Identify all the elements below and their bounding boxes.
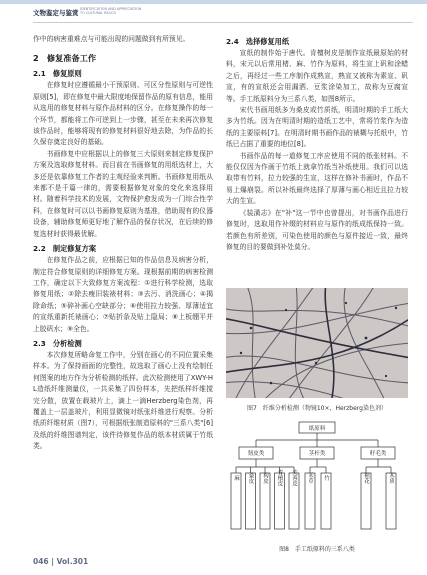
tree-level2-label-7: 竹	[323, 475, 329, 481]
intro-paragraph: 作中的病害重难点与可能出现的问题做到有所预见。	[33, 35, 190, 43]
paragraph-2-4-a: 宣纸的制作始于唐代。肯檀树皮是制作宣纸最原始的材料，宋元以后常用楮、麻、竹作为原料，将生宣上矾和涂蜡之后，再经过一些工序制作成熟宣，熟宣又被称为素宣、矾宣，有的宣纸还会用漏洒、豆浆涂染加工，故称为豆腐宣等。手工纸原料分为三系八类，如图8所示。	[226, 49, 408, 103]
section-heading-2-2: 2.2 制定修复方案	[33, 244, 97, 254]
tree-level2-label-2: 桑皮	[247, 472, 254, 484]
header-rule	[33, 22, 413, 23]
raw-material-tree-diagram	[226, 420, 408, 540]
paragraph-2-1-b: 书画修复中应根据以上的修复三大原则来制定修复保护方案及选取修复材料。而目前在书画修复的用纸选材上，大多还是依靠修复工作者的主观经验来判断。书画修复用纸从来都不是千篇一律的，需要根据修复对象的变化来选择用材。随着科学技术的发展，文物保护愈发成为一门综合性学科，在修复时可以以书画修复原则为基准，借助现有的仪器设备，辅助修复师更好地了解作品的保存状况，在后续的修复选材时获得最优解。	[33, 149, 213, 238]
tree-level2-label-5: 芙蓉皮	[291, 469, 297, 487]
tree-level2-label-8: 棉花	[363, 472, 369, 484]
section-heading-2-3: 2.3 分析检测	[33, 338, 82, 348]
right-column	[226, 36, 408, 253]
tree-level2-box-7	[321, 473, 331, 529]
fiber-micrograph-image	[226, 288, 408, 398]
section-heading-2: 2 修复准备工作	[33, 53, 97, 64]
figure-7-caption: 图7 纤维分析检测（物镜10×，Herzberg染色剂）	[247, 405, 387, 412]
paragraph-2-2: 在修复作品之前，应根据已知的作品信息及病害分析，制定符合修复原则的详细修复方案。现根据前期的病害检测工作，确定以下大致修复方案流程：①进行科学检测，选取修复用纸；②除去瘦旧装裱材料；③去污、消洗画心；④揭除命纸；⑤碎补画心空缺部分；⑥使用拉力较强、厚薄适宜的宣纸重新托裱画心；⑦贴折条及贴上隐局；⑧上板绷平并上胶矾水；⑨全色。	[33, 256, 213, 333]
paragraph-2-1-a: 在修复时应遵循最小干预原则、可区分性原则与可逆性原则[5]，即在修复中最大限度地保留作品的原有信息，能用从选用的修复材料与原作品材料的区分。在修复操作的每一个环节，都能将工作可逆到上一步骤，甚至在未来再次修复该作品时，能够将现有的修复材料很好地去除，为作品的长久保存奠定良好的基础。	[33, 81, 213, 147]
magazine-title: 文物鉴定与鉴赏	[33, 9, 79, 17]
tree-level2-label-4: 青檀皮	[276, 469, 283, 487]
magazine-subtitle: IDENTIFICATION AND APPRECIATION TO CULTURAL RELICS	[80, 7, 142, 15]
tree-level1-label-1: 韧皮类	[247, 451, 265, 457]
tree-root-label: 纸原料	[308, 425, 326, 432]
left-column	[33, 34, 213, 453]
tree-level2-label-1: 麻	[233, 475, 239, 481]
tree-level2-label-3: 构皮	[262, 472, 268, 484]
paragraph-2-4-c: 书画作品的每一道修复工序应使用不同的纸张材料。不能仅仅因为作画于竹纸上就拿竹纸当补纸使用。我们可以选取带有竹料，拉力较强的生宣，这样在修补书画时，作品不易上爆崩裂。所以补纸最终选择了厚薄与画心相近且拉力较大的生宣。	[226, 151, 408, 206]
header-color-bar	[0, 0, 427, 4]
paragraph-2-4-d: 《装潢志》在"补"这一节中也曾提出，对书画作品进行修复时，选取用作补缀的材料应与原作的纸成纸保持一致。若颜色有所差别，可染色使用的颜色与原件接近一致，最终修复的目的要做到补处莫分。	[226, 208, 408, 251]
paragraph-2-4-b: 宋代书画用纸多为桑皮或竹质纸，明清时期的手工纸大多为竹纸。因为在明清时期的造纸工艺中，常将竹浆作为造纸的主要原料[7]。在明清时期书画作品的裱糊与托纸中，竹纸已占据了重要的地位[8]。	[226, 106, 408, 149]
tree-level2-label-9: 木质	[388, 472, 394, 484]
tree-level1-label-3: 籽毛类	[369, 451, 387, 457]
section-heading-2-1: 2.1 修复原则	[33, 69, 82, 79]
page-header	[0, 0, 427, 28]
fiber-micrograph-figure	[226, 288, 408, 398]
tree-level1-label-2: 茎杆类	[308, 451, 326, 457]
page-number: 046 | Vol.301	[33, 557, 89, 566]
tree-level2-box-1	[231, 473, 241, 529]
figure-8-caption: 图8 手工纸原料的三系八类	[279, 546, 355, 553]
tree-level2-label-6: 禾草	[307, 472, 313, 484]
paragraph-2-3: 本次修复所略命复工作中，分别在画心的不同位置采集样本。为了保持画面的完整性，故选取了画心上没有绘制任何图案的地方作为分析检测的纸样。此次检测使用了XWY-HL造纸纤维测量仪，一共采集了四份样本，先把纸样纤维搅完分散，放置在载玻片上，滴上一滴Herzberg染色剂，再覆盖上一层盖玻片，利用显微镜对纸张纤维进行观察。分析纸质纤维材质（图7），可根据纸张制造原料的"三系八类"[6]及纸的纤维图谱判定，该件待修复作品的纸本材质属于竹纸类。	[33, 350, 213, 451]
section-heading-2-4: 2.4 选择修复用纸	[226, 37, 290, 46]
